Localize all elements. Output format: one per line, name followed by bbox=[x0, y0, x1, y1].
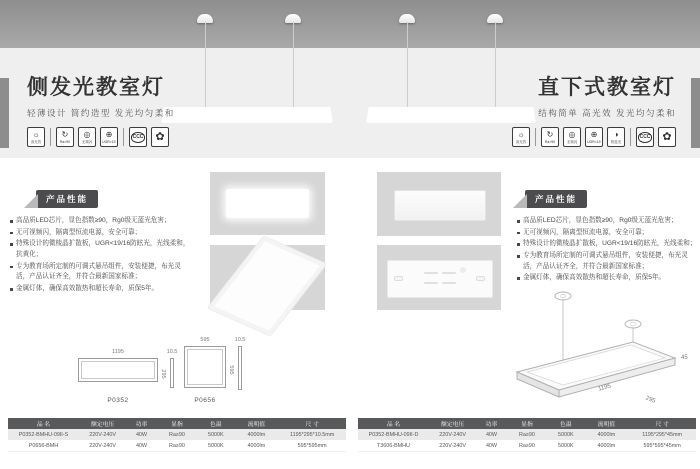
bulb-icon: ☼ bbox=[517, 130, 525, 139]
cell-model: T3606-BMHU bbox=[377, 442, 410, 449]
cell-size: 1195*295*45mm bbox=[642, 431, 683, 438]
panel-inner-line bbox=[81, 361, 155, 379]
knockout-circle bbox=[460, 267, 466, 273]
right-accent-bar bbox=[691, 78, 700, 148]
driver-line bbox=[442, 282, 456, 284]
badge-cri: ↻ Ra>90 bbox=[56, 127, 74, 147]
badge-ccc bbox=[129, 127, 147, 147]
cell-size: 595*595*45mm bbox=[643, 442, 681, 449]
section-title-left: 产品性能 bbox=[36, 190, 98, 208]
cell-lumen: 4000lm bbox=[597, 442, 616, 449]
bulb-icon: ☼ bbox=[32, 130, 40, 139]
no-flicker-icon: ◎ bbox=[83, 130, 91, 139]
panel-outline bbox=[78, 358, 158, 382]
feature-item: 金属灯体，确保高效散热和超长寿命，质保5年。 bbox=[517, 273, 697, 284]
suspension-cord bbox=[495, 22, 496, 108]
feature-item: 专为教育场所定制的可调式悬吊组件，安装便捷，布光灵活，产品认证齐全，并符合最新国家标准； bbox=[517, 251, 697, 272]
feature-item: 特殊设计的微棱晶扩散板，UGR<19/16防眩光，光线柔和，抗黄化； bbox=[10, 239, 190, 260]
section-header-right bbox=[513, 190, 587, 208]
cell-lumen: 4000lm bbox=[247, 431, 266, 438]
cell-power: 40W bbox=[485, 442, 498, 449]
badge-no-flicker: ◎ 无频闪 bbox=[563, 127, 581, 147]
table-header-row bbox=[358, 418, 696, 429]
ceiling-strip bbox=[0, 0, 700, 48]
product-image-back-right bbox=[377, 245, 501, 310]
col-header: 流明值 bbox=[247, 422, 266, 428]
cell-cct: 5000K bbox=[208, 431, 224, 438]
feature-item: 专为教育场所定制的可调式悬吊组件，安装便捷，布光灵活，产品认证齐全，并符合最新国家标准； bbox=[10, 262, 190, 283]
col-header: 品 名 bbox=[36, 422, 51, 428]
cell-cri: Ra≥90 bbox=[169, 442, 185, 449]
badge-divider bbox=[50, 128, 51, 146]
badge-ccc bbox=[636, 127, 654, 147]
page-title-left: 侧发光教室灯 bbox=[27, 76, 165, 99]
badge-anti-glare: ⊕ UGR<19 bbox=[100, 127, 118, 147]
section-title-right: 产品性能 bbox=[525, 190, 587, 208]
dim-width: 295 bbox=[644, 395, 657, 405]
col-header: 额定电压 bbox=[91, 422, 115, 428]
table-header-row bbox=[8, 418, 346, 429]
cell-voltage: 220V-240V bbox=[439, 442, 466, 449]
product-image-tilt-left bbox=[210, 245, 325, 310]
panel-inner-line bbox=[187, 349, 223, 385]
col-header: 色温 bbox=[560, 422, 572, 428]
subtitle-right: 结构简单 高光效 发光均匀柔和 bbox=[538, 108, 676, 118]
no-flicker-icon: ◎ bbox=[568, 130, 576, 139]
energy-cert-icon: ✿ bbox=[155, 131, 165, 143]
dim-thickness: 10.5 bbox=[166, 349, 178, 355]
cell-cct: 5000K bbox=[558, 442, 574, 449]
cell-cri: Ra≥90 bbox=[519, 442, 535, 449]
badge-divider bbox=[535, 128, 536, 146]
cell-cri: Ra≥90 bbox=[519, 431, 535, 438]
cell-cct: 5000K bbox=[208, 442, 224, 449]
product-image-front-right bbox=[377, 172, 501, 236]
cell-power: 40W bbox=[135, 442, 148, 449]
col-header: 功率 bbox=[485, 422, 498, 428]
ribbon-flag-icon bbox=[513, 194, 527, 208]
suspension-cord bbox=[293, 22, 294, 108]
col-header: 显指 bbox=[521, 422, 533, 428]
cell-cct: 5000K bbox=[558, 431, 574, 438]
badge-no-flicker: ◎ 无频闪 bbox=[78, 127, 96, 147]
right-product-header bbox=[512, 76, 676, 147]
col-header: 功率 bbox=[135, 422, 148, 428]
panel-light bbox=[366, 107, 536, 123]
product-image-front-left bbox=[210, 172, 325, 235]
col-header: 尺 寸 bbox=[305, 422, 319, 428]
col-header: 流明值 bbox=[597, 422, 616, 428]
lit-panel bbox=[226, 189, 309, 218]
cell-voltage: 220V-240V bbox=[439, 431, 466, 438]
model-label: P0352 bbox=[107, 397, 129, 404]
table-row bbox=[8, 429, 346, 440]
badge-energy bbox=[658, 127, 676, 147]
table-row bbox=[358, 429, 696, 440]
cell-cri: Ra≥90 bbox=[169, 431, 185, 438]
anti-glare-icon: ⊕ bbox=[590, 130, 598, 139]
feature-item: 无可视频闪，隔离型恒流电源，安全可靠； bbox=[517, 228, 697, 239]
col-header: 额定电压 bbox=[441, 422, 465, 428]
panel-light bbox=[161, 107, 333, 123]
cell-power: 40W bbox=[135, 431, 148, 438]
feature-item: 无可视频闪，隔离型恒流电源，安全可靠； bbox=[10, 228, 190, 239]
suspension-cord bbox=[407, 22, 408, 108]
badge-cri: ↻ Ra>90 bbox=[541, 127, 559, 147]
color-render-icon: ↻ bbox=[61, 130, 69, 139]
ccc-cert-icon: CCC bbox=[131, 132, 146, 143]
dim-height: 295 bbox=[160, 369, 166, 379]
col-header: 显指 bbox=[171, 422, 183, 428]
canopy-icon bbox=[625, 320, 641, 328]
spec-table-right bbox=[358, 418, 696, 452]
feature-list-left bbox=[10, 216, 190, 296]
section-header-left bbox=[24, 190, 98, 208]
left-accent-bar bbox=[0, 78, 9, 148]
color-render-icon: ↻ bbox=[546, 130, 554, 139]
thickness-bar bbox=[238, 346, 242, 390]
dim-height: 595 bbox=[228, 365, 234, 375]
canopy-icon bbox=[555, 292, 571, 300]
dim-length: 1195 bbox=[597, 383, 612, 393]
model-label: P0656 bbox=[194, 397, 216, 404]
panel-back bbox=[387, 260, 493, 298]
col-header: 尺 寸 bbox=[655, 422, 669, 428]
cert-badges-left bbox=[27, 127, 175, 147]
cell-voltage: 220V-240V bbox=[89, 442, 116, 449]
page-title-right: 直下式教室灯 bbox=[538, 76, 676, 99]
badge-high-efficacy: ☼ 高光效 bbox=[512, 127, 530, 147]
cell-lumen: 4000lm bbox=[247, 442, 266, 449]
driver-line bbox=[424, 272, 438, 274]
badge-divider bbox=[630, 128, 631, 146]
mount-slot bbox=[476, 276, 485, 281]
feature-item: 金属灯体，确保高效散热和超长寿命，质保5年。 bbox=[10, 284, 190, 295]
thickness-bar bbox=[170, 358, 174, 388]
feature-list-right bbox=[517, 216, 697, 285]
cell-model: P0352-BMHU-09II-S bbox=[18, 431, 69, 438]
anti-glare-icon: ⊕ bbox=[105, 130, 113, 139]
driver-line bbox=[424, 282, 438, 284]
tilted-panel bbox=[206, 235, 327, 337]
badge-divider bbox=[123, 128, 124, 146]
badge-high-efficacy: ☼ 高光效 bbox=[27, 127, 45, 147]
panel-face bbox=[394, 190, 486, 221]
energy-cert-icon: ✿ bbox=[662, 131, 672, 143]
cell-power: 40W bbox=[485, 431, 498, 438]
dim-height: 45 bbox=[681, 355, 688, 361]
dim-thickness: 10.5 bbox=[234, 337, 246, 343]
cell-size: 595*595mm bbox=[297, 442, 327, 449]
table-row bbox=[8, 440, 346, 452]
cell-voltage: 220V-240V bbox=[89, 431, 116, 438]
driver-line bbox=[442, 272, 456, 274]
dim-width: 1195 bbox=[112, 349, 124, 355]
badge-anti-blue: ◑ 防蓝光 bbox=[607, 127, 625, 147]
cert-badges-right bbox=[512, 127, 676, 147]
table-row bbox=[358, 440, 696, 452]
iso-drawing-suspended-lamp bbox=[505, 286, 700, 414]
spec-table-left bbox=[8, 418, 346, 452]
dim-width: 595 bbox=[200, 337, 210, 343]
left-product-header bbox=[27, 76, 175, 147]
cell-size: 1195*295*10.5mm bbox=[290, 431, 335, 438]
badge-energy bbox=[151, 127, 169, 147]
col-header: 品 名 bbox=[386, 422, 401, 428]
feature-item: 高品质LED芯片，显色指数≥90，Rg0级无蓝光危害； bbox=[517, 216, 697, 227]
mount-slot bbox=[394, 276, 403, 281]
ccc-cert-icon: CCC bbox=[638, 132, 653, 143]
feature-item: 特殊设计的微棱晶扩散板，UGR<19/16防眩光，光线柔和； bbox=[517, 239, 697, 250]
cell-model: P0352-BMHU-09II-D bbox=[368, 431, 419, 438]
feature-item: 高品质LED芯片，显色指数≥90，Rg0级无蓝光危害； bbox=[10, 216, 190, 227]
cell-model: P0656-BMH bbox=[28, 442, 59, 449]
anti-blueray-icon: ◑ bbox=[613, 130, 619, 139]
cell-lumen: 4000lm bbox=[597, 431, 616, 438]
suspension-cord bbox=[205, 22, 206, 108]
badge-anti-glare: ⊕ UGR<19 bbox=[585, 127, 603, 147]
col-header: 色温 bbox=[210, 422, 222, 428]
subtitle-left: 轻薄设计 简约造型 发光均匀柔和 bbox=[27, 108, 175, 118]
ribbon-flag-icon bbox=[24, 194, 38, 208]
panel-outline bbox=[184, 346, 226, 388]
